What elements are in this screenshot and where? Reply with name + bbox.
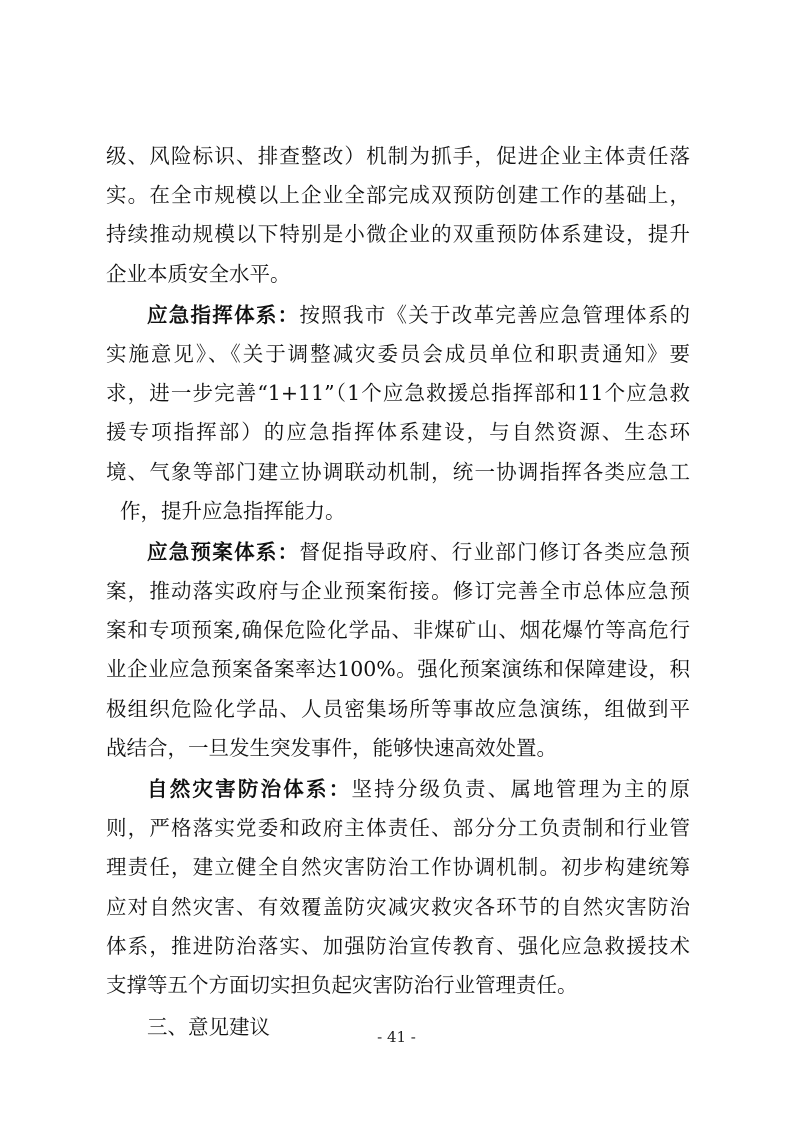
paragraph-first-line: [106, 296, 690, 335]
text-span: 坚持分级负责、属地管理为主的原: [351, 777, 691, 801]
text-line: 支撑等五个方面切实担负起灾害防治行业管理责任。: [106, 972, 578, 997]
paragraph-natural-disaster: [106, 770, 690, 1005]
text-line: 持续推动规模以下特别是小微企业的双重预防体系建设，提升: [106, 222, 690, 247]
text-span: 督促指导政府、行业部门修订各类应急预: [299, 539, 691, 564]
text-line: 业企业应急预案备案率达100%。强化预案演练和保障建设，积: [106, 657, 690, 682]
text-line: 援专项指挥部）的应急指挥体系建设，与自然资源、生态环: [106, 420, 690, 445]
text-line: 实施意见》、《关于调整减灾委员会成员单位和职责通知》要: [106, 341, 690, 366]
paragraph-heading: 应急指挥体系：: [147, 302, 300, 327]
text-line: 级、风险标识、排查整改）机制为抓手，促进企业主体责任落: [106, 144, 690, 168]
page-number: - 41 -: [377, 1028, 416, 1046]
text-span: 按照我市《关于改革完善应急管理体系的: [299, 302, 691, 327]
text-line: 极组织危险化学品、人员密集场所等事故应急演练，组做到平: [106, 696, 690, 721]
section-heading: 三、意见建议: [147, 1015, 270, 1040]
text-line: 战结合，一旦发生突发事件，能够快速高效处置。: [106, 735, 557, 760]
paragraph-heading: 自然灾害防治体系：: [147, 777, 352, 801]
text-line: 境、气象等部门建立协调联动机制，统一协调指挥各类应急工: [106, 459, 690, 484]
paragraph-emergency-plan: [106, 533, 690, 768]
text-line: 应对自然灾害、有效覆盖防灾减灾救灾各环节的自然灾害防治: [106, 894, 690, 919]
text-line: 理责任，建立健全自然灾害防治工作协调机制。初步构建统筹: [106, 855, 690, 880]
text-line: 企业本质安全水平。: [106, 261, 291, 286]
text-line: 求，进一步完善“1+11”（1个应急救援总指挥部和11个应急救: [106, 381, 690, 406]
paragraph-first-line: [106, 533, 690, 572]
text-line: 则，严格落实党委和政府主体责任、部分分工负责制和行业管: [106, 816, 690, 841]
text-line: 体系，推进防治落实、加强防治宣传教育、强化应急救援技术: [106, 933, 690, 958]
text-line: 实。在全市规模以上企业全部完成双预防创建工作的基础上，: [106, 183, 690, 208]
paragraph-first-line: [106, 770, 690, 809]
paragraph-dual-prevention: [106, 137, 690, 294]
paragraph-emergency-command: [106, 296, 690, 531]
paragraph-heading: 应急预案体系：: [147, 539, 300, 564]
text-line: 案，推动落实政府与企业预案衔接。修订完善全市总体应急预: [106, 579, 690, 604]
text-line: 案和专项预案,确保危险化学品、非煤矿山、烟花爆竹等高危行: [106, 618, 690, 643]
text-line: 作，提升应急指挥能力。: [120, 498, 346, 523]
document-body: [106, 137, 690, 1047]
